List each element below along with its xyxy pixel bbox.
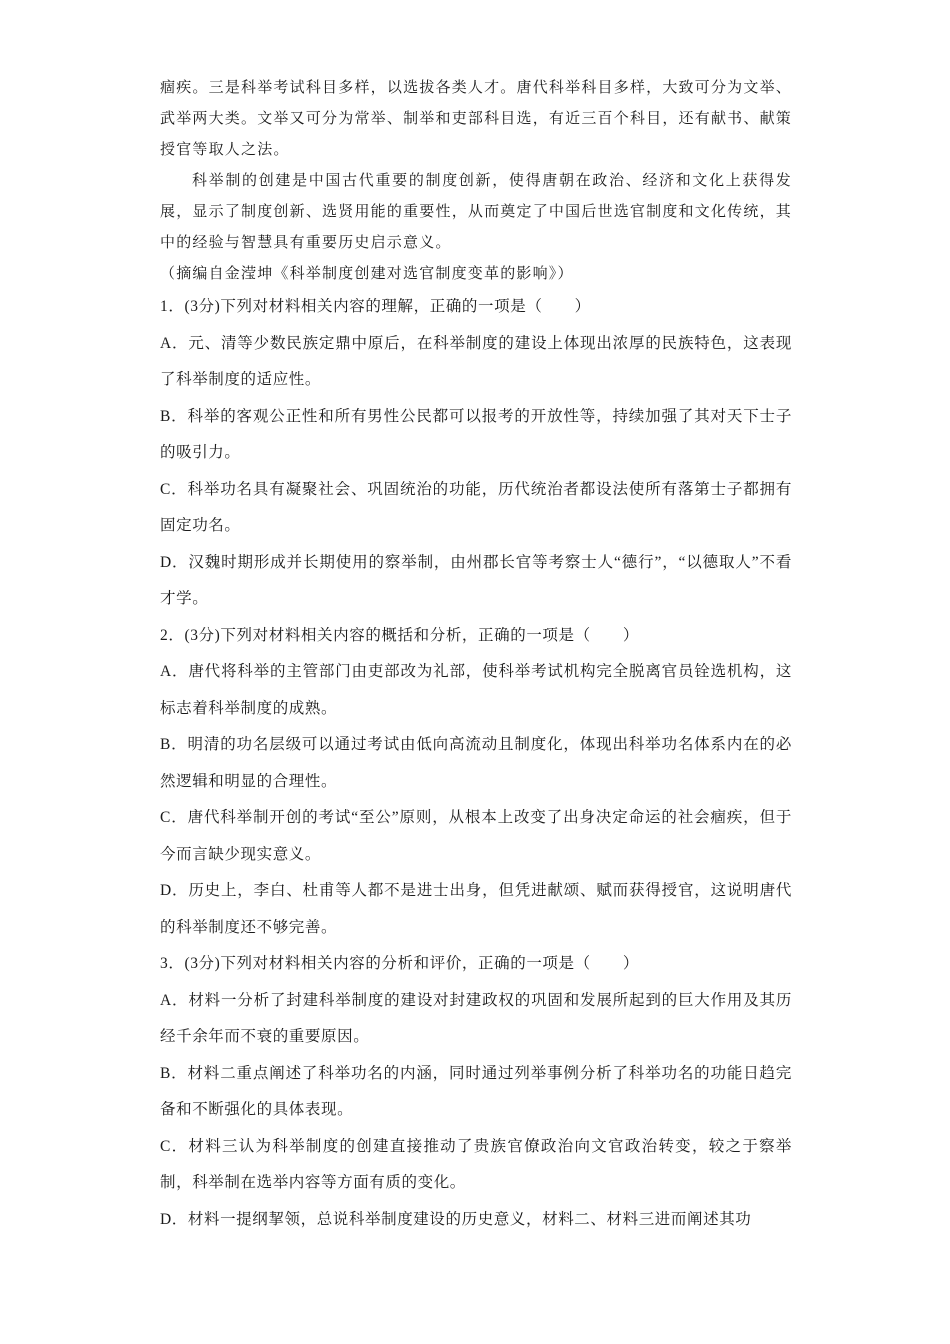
option-b: B．明清的功名层级可以通过考试由低向高流动且制度化，体现出科举功名体系内在的必然逻辑和明显的合理性。 [160, 736, 792, 790]
document-page [160, 72, 792, 1238]
option-c: C．材料三认为科举制度的创建直接推动了贵族官僚政治向文官政治转变，较之于察举制，科举制在选举内容等方面有质的变化。 [160, 1137, 792, 1191]
question-list [160, 289, 792, 1238]
reading-passage [160, 72, 792, 289]
option-c: C．唐代科举制开创的考试“至公”原则，从根本上改变了出身决定命运的社会痼疾，但于今而言缺少现实意义。 [160, 809, 792, 863]
option-c: C．科举功名具有凝聚社会、巩固统治的功能，历代统治者都设法使所有落第士子都拥有固定功名。 [160, 480, 792, 534]
option-a: A．材料一分析了封建科举制度的建设对封建政权的巩固和发展所起到的巨大作用及其历经千余年而不衰的重要原因。 [160, 991, 792, 1045]
option-b: B．材料二重点阐述了科举功名的内涵，同时通过列举事例分析了科举功名的功能日趋完备和不断强化的具体表现。 [160, 1064, 792, 1118]
option-b: B．科举的客观公正性和所有男性公民都可以报考的开放性等，持续加强了其对天下士子的吸引力。 [160, 407, 792, 461]
option-d: D．汉魏时期形成并长期使用的察举制，由州郡长官等考察士人“德行”，“以德取人”不看才学。 [160, 553, 792, 607]
option-a: A．唐代将科举的主管部门由吏部改为礼部，使科举考试机构完全脱离官员铨选机构，这标志着科举制度的成熟。 [160, 663, 792, 717]
question-stem: 1．(3分)下列对材料相关内容的理解，正确的一项是（ ） [160, 298, 591, 315]
option-a: A．元、清等少数民族定鼎中原后，在科举制度的建设上体现出浓厚的民族特色，这表现了科举制度的适应性。 [160, 334, 792, 388]
question-1 [160, 289, 792, 618]
passage-paragraph: 科举制的创建是中国古代重要的制度创新，使得唐朝在政治、经济和文化上获得发展，显示了制度创新、选贤用能的重要性，从而奠定了中国后世选官制度和文化传统，其中的经验与智慧具有重要历史启示意义。 [160, 171, 792, 251]
question-stem: 3．(3分)下列对材料相关内容的分析和评价，正确的一项是（ ） [160, 955, 640, 972]
question-3 [160, 946, 792, 1238]
passage-source: （摘编自金滢坤《科举制度创建对选官制度变革的影响》） [160, 264, 574, 282]
question-stem: 2．(3分)下列对材料相关内容的概括和分析，正确的一项是（ ） [160, 626, 640, 644]
passage-paragraph: 痼疾。三是科举考试科目多样，以选拔各类人才。唐代科举科目多样，大致可分为文举、武举两大类。文举又可分为常举、制举和吏部科目选，有近三百个科目，还有献书、献策授官等取人之法。 [160, 78, 792, 158]
option-d: D．历史上，李白、杜甫等人都不是进士出身，但凭进献颂、赋而获得授官，这说明唐代的科举制度还不够完善。 [160, 882, 792, 936]
option-d: D．材料一提纲挈领，总说科举制度建设的历史意义，材料二、材料三进而阐述其功 [160, 1210, 752, 1228]
question-2 [160, 618, 792, 947]
